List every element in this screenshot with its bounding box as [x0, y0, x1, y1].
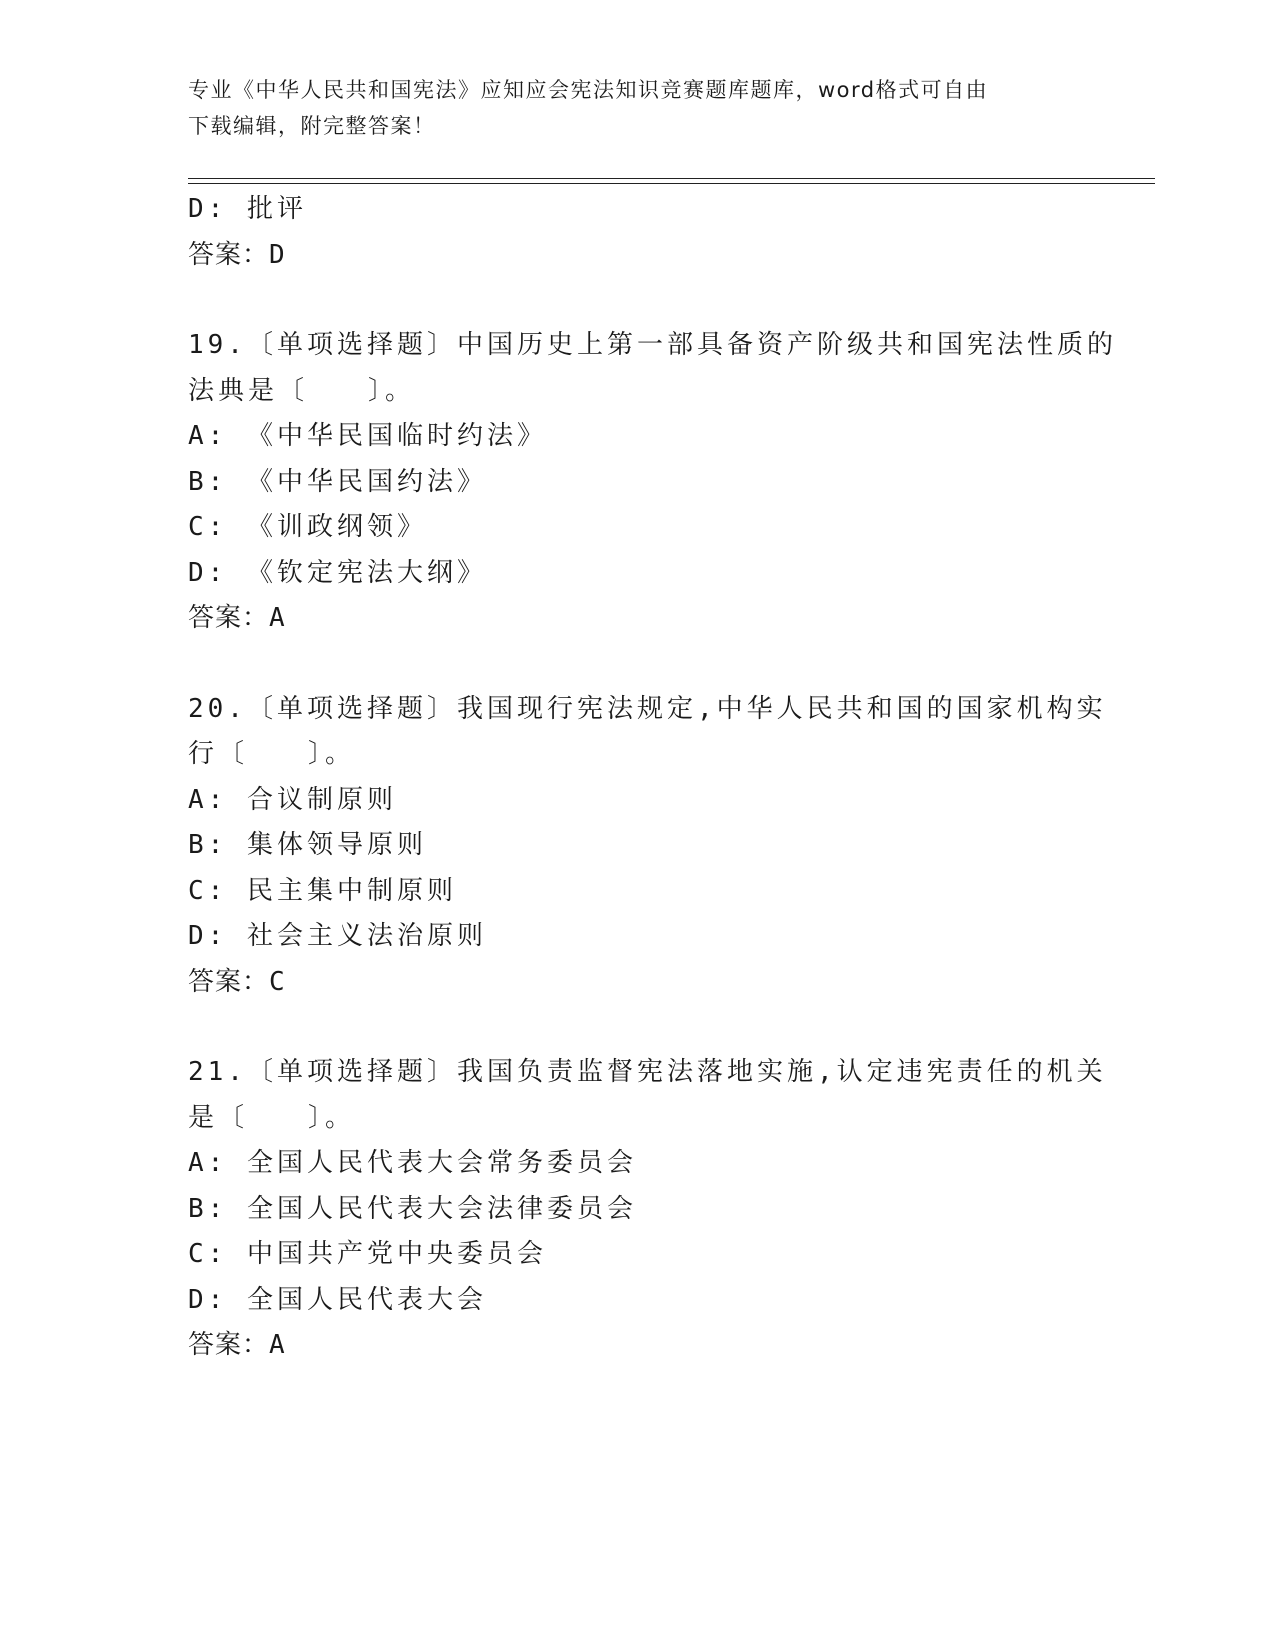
document-header: [188, 72, 1088, 144]
question-answer: [188, 1323, 1088, 1369]
question-19: [188, 323, 1117, 642]
option-b: B: 《中华民国约法》: [188, 466, 487, 497]
answer-value: D: [269, 239, 286, 270]
answer-value: A: [269, 603, 286, 633]
option-d: D: 《钦定宪法大纲》: [188, 557, 487, 588]
question-20: [188, 687, 1107, 1006]
answer-label: 答案：: [188, 1330, 270, 1360]
question-answer: [188, 960, 1088, 1006]
prev-answer: [188, 233, 1088, 279]
answer-label: 答案：: [188, 966, 270, 997]
option-d: D: 全国人民代表大会: [188, 1284, 487, 1315]
option-c: C: 《训政纲领》: [188, 512, 427, 542]
question-stem-line-2: 行〔 〕。: [188, 739, 356, 769]
header-line-2: 下载编辑，附完整答案！: [188, 114, 436, 138]
option-a: A: 合议制原则: [188, 784, 397, 815]
prev-option-d: D: 批评: [188, 194, 307, 224]
spacer: [188, 1005, 1088, 1050]
answer-label: 答案：: [188, 603, 270, 633]
document-body: [188, 187, 1117, 1369]
option-c: C: 民主集中制原则: [188, 875, 457, 906]
spacer: [188, 278, 1088, 323]
question-21: [188, 1050, 1107, 1369]
header-divider: [188, 178, 1155, 184]
answer-label: 答案：: [188, 239, 270, 270]
answer-value: C: [269, 966, 286, 997]
question-stem-line-2: 是〔 〕。: [188, 1102, 356, 1133]
option-c: C: 中国共产党中央委员会: [188, 1239, 547, 1269]
question-stem-line-1: 20.〔单项选择题〕我国现行宪法规定,中华人民共和国的国家机构实: [188, 693, 1107, 724]
question-answer: [188, 596, 1088, 642]
option-b: B: 全国人民代表大会法律委员会: [188, 1193, 637, 1224]
header-line-1: 专业《中华人民共和国宪法》应知应会宪法知识竞赛题库题库，word格式可自由: [188, 78, 989, 102]
answer-value: A: [269, 1330, 286, 1360]
option-b: B: 集体领导原则: [188, 830, 427, 860]
question-stem-line-2: 法典是〔 〕。: [188, 375, 416, 406]
question-stem-line-1: 19.〔单项选择题〕中国历史上第一部具备资产阶级共和国宪法性质的: [188, 330, 1117, 360]
option-d: D: 社会主义法治原则: [188, 921, 487, 951]
spacer: [188, 642, 1088, 687]
option-a: A: 全国人民代表大会常务委员会: [188, 1148, 637, 1178]
question-stem-line-1: 21.〔单项选择题〕我国负责监督宪法落地实施,认定违宪责任的机关: [188, 1057, 1107, 1087]
option-a: A: 《中华民国临时约法》: [188, 421, 547, 451]
